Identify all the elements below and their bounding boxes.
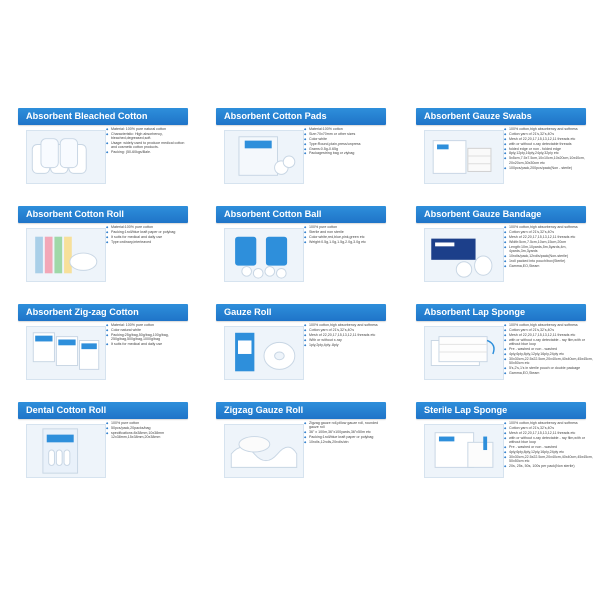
feature-item: ◆ Cotton yarn of 21's,32's,40's	[504, 328, 588, 332]
feature-item: ◆ Pre - washed or non - washed	[504, 347, 588, 351]
product-title: Absorbent Cotton Roll	[18, 206, 188, 223]
feature-list	[106, 421, 190, 440]
feature-list	[304, 323, 388, 347]
product-title: Absorbent Gauze Bandage	[416, 206, 586, 223]
product-title: Dental Cotton Roll	[18, 402, 188, 419]
feature-list	[304, 127, 388, 156]
feature-item: ◆ 100% pure cotton	[106, 421, 190, 425]
product-card-sterile-lap-sponge	[416, 402, 593, 482]
feature-item: ◆ Cotton yarn of 21's,32's,40's	[304, 328, 388, 332]
feature-item: ◆ Mesh of 22,20,17,15,13,12,11 threads etc	[504, 333, 588, 337]
feature-item: ◆ 4ply,6ply,8ply,12ply,16ply,24ply etc	[504, 352, 588, 356]
feature-item: ◆ Packing:1roll/blue kraft paper or polybag	[304, 435, 388, 439]
feature-item: ◆ 10rolls,12rolls,20rolls/ctn	[304, 440, 388, 444]
feature-item: ◆ Cotton yarn of 21's,32's,40's	[504, 426, 588, 430]
product-title: Sterile Lap Sponge	[416, 402, 586, 419]
feature-item: ◆ 100% cotton,high absorbency and softness	[504, 225, 588, 229]
feature-item: ◆ Color:white	[304, 137, 388, 141]
feature-item: ◆ Grams:0.5g-0.65g	[304, 147, 388, 151]
feature-item: ◆ 4ply,6ply,8ply,12ply,16ply,24ply etc	[504, 450, 588, 454]
product-card-zigzag-gauze-roll	[216, 402, 386, 482]
feature-item: ◆ 30x30cm,22.5x22.5cm,20x40cm,40x40cm,45x45cm, 50x50cm etc	[504, 357, 588, 366]
product-card-absorbent-lap-sponge	[416, 304, 593, 384]
product-photo-icon	[224, 424, 304, 478]
product-title: Absorbent Cotton Pads	[216, 108, 386, 125]
product-card-dental-cotton-roll	[18, 402, 188, 482]
feature-item: ◆ Material: 100% pure cotton	[106, 323, 190, 327]
feature-item: ◆ Width:5cm,7.5cm,10cm,15cm,20cm	[504, 240, 588, 244]
product-title: Absorbent Zig-zag Cotton	[18, 304, 188, 321]
feature-item: ◆ Packing: (50-60kgs/Bale.	[106, 150, 190, 154]
feature-item: ◆ Cotton yarn of 21's,32's,40's	[504, 132, 588, 136]
product-title: Gauze Roll	[216, 304, 386, 321]
feature-list	[106, 225, 190, 245]
feature-item: ◆ Material:100% pure cotton	[106, 225, 190, 229]
product-photo-icon	[424, 326, 504, 380]
product-card-absorbent-gauze-bandage	[416, 206, 586, 286]
feature-item: ◆ It suits for medical and daily use	[106, 235, 190, 239]
feature-item: ◆ 50pcs/pack,20packs/bag	[106, 426, 190, 430]
feature-item: ◆ with or without x-ray detectable - ray film,with or without blue loop	[504, 436, 588, 445]
feature-item: ◆ Color:white,red,blue,pink,green etc	[304, 235, 388, 239]
feature-item: ◆ specifications:8x38mm,10x38mm 12x38mm,15x38mm,20x38mm	[106, 431, 190, 440]
feature-item: ◆ Gamma,EO,Steam	[504, 264, 588, 268]
feature-item: ◆ Characteristic: High absorbency, bleached,degreased,soft.	[106, 132, 190, 141]
feature-list	[504, 323, 593, 376]
feature-item: ◆ Mesh of 22,20,17,15,13,12,11 threads etc	[504, 235, 588, 239]
feature-item: ◆ 100% cotton,high absorbency and softness	[504, 127, 588, 131]
feature-item: ◆ 1ply,2ply,4ply..8ply	[304, 343, 388, 347]
product-photo-icon	[224, 326, 304, 380]
product-title: Zigzag Gauze Roll	[216, 402, 386, 419]
feature-item: ◆ 100% cotton,high absorbency and softness	[504, 323, 588, 327]
feature-item: ◆ 100% pure cotton	[304, 225, 388, 229]
feature-item: ◆ Material:100% cotton	[304, 127, 388, 131]
product-photo-icon	[26, 130, 106, 184]
feature-item: ◆ Usage: widely used to produce medical cotton and cosmetic cotton products.	[106, 141, 190, 150]
feature-list	[106, 323, 190, 347]
product-card-gauze-roll	[216, 304, 386, 384]
feature-item: ◆ Mesh of 22,20,17,15,13,12,11 threads etc	[304, 333, 388, 337]
product-title: Absorbent Bleached Cotton	[18, 108, 188, 125]
product-card-absorbent-cotton-ball	[216, 206, 386, 286]
product-title: Absorbent Lap Sponge	[416, 304, 586, 321]
feature-item: ◆ It suits for medical and daily use	[106, 342, 190, 346]
feature-item: ◆ 8ply,12ply,16ply,24ply,32ply etc	[504, 151, 588, 155]
feature-list	[304, 225, 388, 245]
feature-item: ◆ Sterile and non sterile	[304, 230, 388, 234]
feature-item: ◆ Material: 100% pure natural cotton	[106, 127, 190, 131]
feature-item: ◆ 100% cotton,high absorbency and softness	[504, 421, 588, 425]
feature-item: ◆ 20s, 25s, 50s, 100s per pack(Non sterile)	[504, 464, 588, 468]
feature-item: ◆ 30x30cm,22.5x22.5cm,20x40cm,40x40cm,45x45cm, 50x50cm etc	[504, 455, 588, 464]
product-photo-icon	[26, 228, 106, 282]
feature-item: ◆ Pre - washed or non - washed	[504, 445, 588, 449]
feature-item: ◆ with or without x-ray detectable - ray film,with or without blue loop	[504, 338, 588, 347]
feature-item: ◆ Zigzag gauze roll,pillow gauze roll, rounded gauze roll	[304, 421, 388, 430]
feature-item: ◆ 36" x 100m,36"x100yards,36"x50m etc	[304, 430, 388, 434]
feature-item: ◆ Packing:1roll/blue kraft paper or polybag	[106, 230, 190, 234]
feature-item: ◆ 5's,2's,1's in sterile pouch or double package	[504, 366, 588, 370]
product-card-absorbent-cotton-roll	[18, 206, 188, 286]
product-card-absorbent-bleached-cotton	[18, 108, 188, 188]
product-photo-icon	[424, 130, 504, 184]
feature-item: ◆ Weight:0.5g,1.0g,1.5g,2.0g,3.0g etc	[304, 240, 388, 244]
feature-item: ◆ Length:10m,10yards,5m,5yards,4m, 4yards,3m,3yards	[504, 245, 588, 254]
feature-item: ◆ Mesh of 22,20,17,15,13,12,11 threads etc	[504, 137, 588, 141]
feature-item: ◆ 1roll packed into pouch/box(Sterile)	[504, 259, 588, 263]
product-card-absorbent-zig-zag-cotton	[18, 304, 188, 384]
catalog-sheet	[0, 96, 600, 492]
feature-list	[504, 225, 588, 268]
product-card-absorbent-gauze-swabs	[416, 108, 586, 188]
feature-item: ◆ 5x5cm,7.5x7.5cm,10x10cm,10x20cm,10x40cm, 20x20cm,30x30cm etc	[504, 156, 588, 165]
feature-item: ◆ Size:70x70mm or other sizes	[304, 132, 388, 136]
product-photo-icon	[424, 228, 504, 282]
feature-item: ◆ Type:ordinary,interleaved	[106, 240, 190, 244]
product-photo-icon	[224, 130, 304, 184]
product-card-absorbent-cotton-pads	[216, 108, 386, 188]
feature-item: ◆ Packing:25g/bag,50g/bag,100g/bag, 250g/bag,500g/bag,1000g/bag	[106, 333, 190, 342]
product-photo-icon	[26, 326, 106, 380]
product-photo-icon	[26, 424, 106, 478]
feature-item: ◆ With or without x-ray	[304, 338, 388, 342]
feature-item: ◆ with or without x-ray detectable threads	[504, 142, 588, 146]
feature-item: ◆ Type:Round,plain,press/unpress	[304, 142, 388, 146]
product-title: Absorbent Gauze Swabs	[416, 108, 586, 125]
feature-item: ◆ folded edge or non - folded edge	[504, 147, 588, 151]
feature-item: ◆ 10rolls/pack,12rolls/pack(Non-sterile)	[504, 254, 588, 258]
product-title: Absorbent Cotton Ball	[216, 206, 386, 223]
feature-list	[304, 421, 388, 445]
feature-list	[106, 127, 190, 155]
feature-item: ◆ 100% cotton,high absorbency and softness	[304, 323, 388, 327]
product-photo-icon	[424, 424, 504, 478]
product-photo-icon	[224, 228, 304, 282]
feature-item: ◆ Color:natural white	[106, 328, 190, 332]
feature-item: ◆ Packagestring bag or ziybag	[304, 151, 388, 155]
feature-item: ◆ Cotton yarn of 21's,32's,40's	[504, 230, 588, 234]
feature-list	[504, 421, 593, 469]
feature-item: ◆ 100pcs/pack,200pcs/pack(Non - sterile)	[504, 166, 588, 170]
feature-item: ◆ Mesh of 22,20,17,15,13,12,11 threads etc	[504, 431, 588, 435]
feature-item: ◆ Gamma,EO,Steam	[504, 371, 588, 375]
feature-list	[504, 127, 588, 170]
